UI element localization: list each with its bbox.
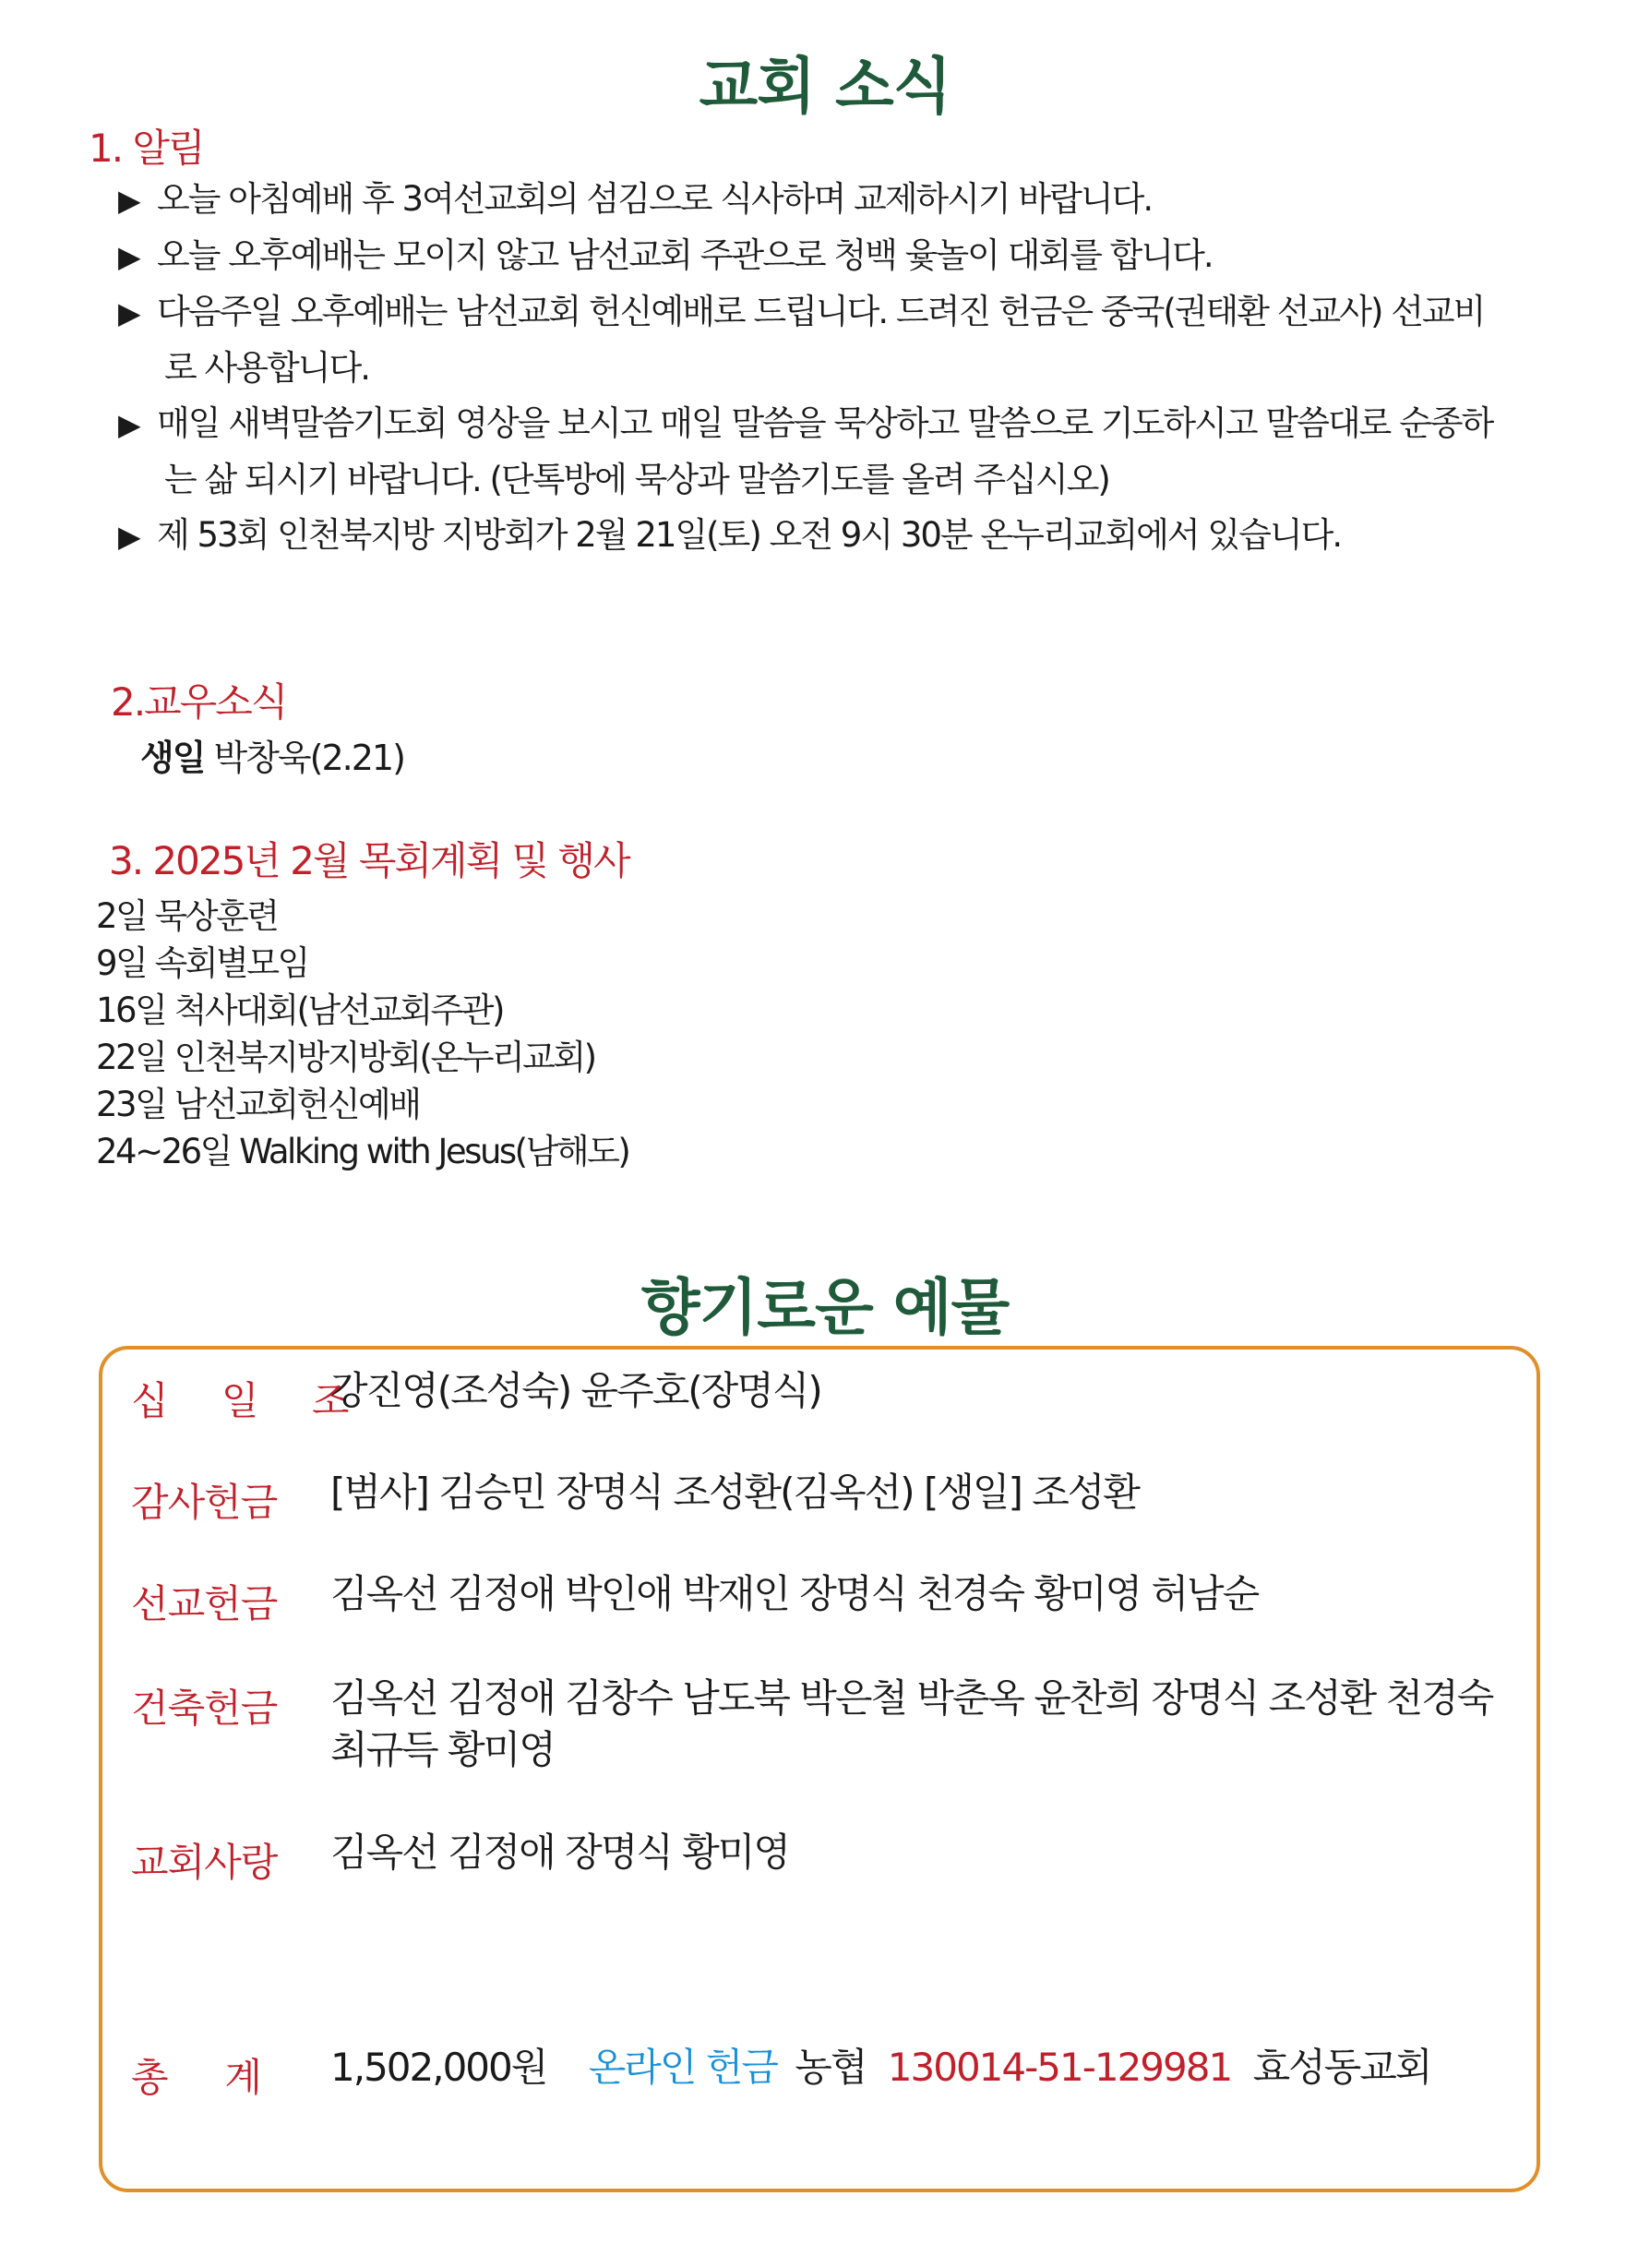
offering-names: 김옥선 김정애 장명식 황미영 (330, 1830, 789, 1875)
notice-text: 다음주일 오후예배는 남선교회 헌신예배로 드립니다. 드려진 헌금은 중국(권태환 선교사) 선교비 (157, 292, 1485, 331)
section-members-title: 2.교우소식 (111, 679, 287, 725)
event-item: 16일 척사대회(남선교회주관) (96, 990, 503, 1030)
notice-item (118, 228, 1492, 284)
triangle-right-icon: ▶ (118, 239, 139, 274)
event-item: 22일 인천북지방지방회(온누리교회) (96, 1038, 595, 1077)
notice-item (118, 508, 1492, 564)
account-number: 130014-51-129981 (887, 2045, 1232, 2090)
event-item: 9일 속회별모임 (96, 943, 308, 983)
offering-label: 건축헌금 (131, 1686, 278, 1731)
offering-label: 선교헌금 (131, 1581, 278, 1626)
bank-name: 농협 (795, 2045, 867, 2090)
section-schedule-title: 3. 2025년 2월 목회계획 및 행사 (109, 838, 629, 883)
notice-item (118, 396, 1492, 452)
offering-label: 십 일 조 (131, 1378, 370, 1423)
account-holder: 효성동교회 (1252, 2045, 1431, 2090)
event-item: 2일 묵상훈련 (96, 896, 278, 936)
online-offering-label: 온라인 헌금 (588, 2045, 777, 2090)
notice-text-continued: 로 사용합니다. (164, 348, 369, 388)
birthday-value: 박창욱(2.21) (213, 738, 404, 778)
notice-list (118, 172, 1492, 564)
event-item: 23일 남선교회헌신예배 (96, 1085, 420, 1124)
birthday-line (140, 729, 404, 780)
offering-names: 김옥선 김정애 박인애 박재인 장명식 천경숙 황미영 허남순 (330, 1571, 1259, 1616)
notice-item (118, 172, 1492, 228)
notice-text: 오늘 아침예배 후 3여선교회의 섬김으로 식사하며 교제하시기 바랍니다. (157, 179, 1153, 219)
total-label: 총 계 (131, 2055, 261, 2100)
offering-names: 김옥선 김정애 김창수 남도북 박은철 박춘옥 윤찬희 장명식 조성환 천경숙 (330, 1675, 1493, 1721)
notice-text: 오늘 오후예배는 모이지 않고 남선교회 주관으로 청백 윷놀이 대회를 합니다. (157, 235, 1213, 275)
notice-text: 제 53회 인천북지방 지방회가 2월 21일(토) 오전 9시 30분 온누리교회에서 있습니다. (157, 515, 1342, 555)
total-line (330, 2041, 1430, 2094)
triangle-right-icon: ▶ (118, 519, 139, 554)
triangle-right-icon: ▶ (118, 295, 139, 330)
triangle-right-icon: ▶ (118, 183, 139, 218)
total-amount: 1,502,000원 (330, 2045, 547, 2090)
notice-text-continued: 는 삶 되시기 바랍니다. (단톡방에 묵상과 말씀기도를 올려 주십시오) (164, 460, 1109, 499)
offering-label: 감사헌금 (131, 1480, 278, 1525)
triangle-right-icon: ▶ (118, 407, 139, 442)
offering-label: 교회사랑 (131, 1840, 278, 1885)
offering-names: 강진영(조성숙) 윤주호(장명식) (330, 1368, 821, 1413)
offering-names: [범사] 김승민 장명식 조성환(김옥선) [생일] 조성환 (330, 1470, 1139, 1515)
section-notices-title: 1. 알림 (89, 126, 204, 171)
church-news-title: 교회 소식 (699, 51, 951, 122)
notice-item (118, 284, 1492, 341)
notice-text: 매일 새벽말씀기도회 영상을 보시고 매일 말씀을 묵상하고 말씀으로 기도하시고 말씀대로 순종하 (157, 403, 1493, 443)
birthday-label: 생일 (140, 738, 205, 778)
offerings-title: 향기로운 예물 (640, 1272, 1010, 1343)
offering-names-continued: 최규득 황미영 (330, 1727, 555, 1772)
event-item: 24~26일 Walking with Jesus(남해도) (96, 1132, 629, 1171)
